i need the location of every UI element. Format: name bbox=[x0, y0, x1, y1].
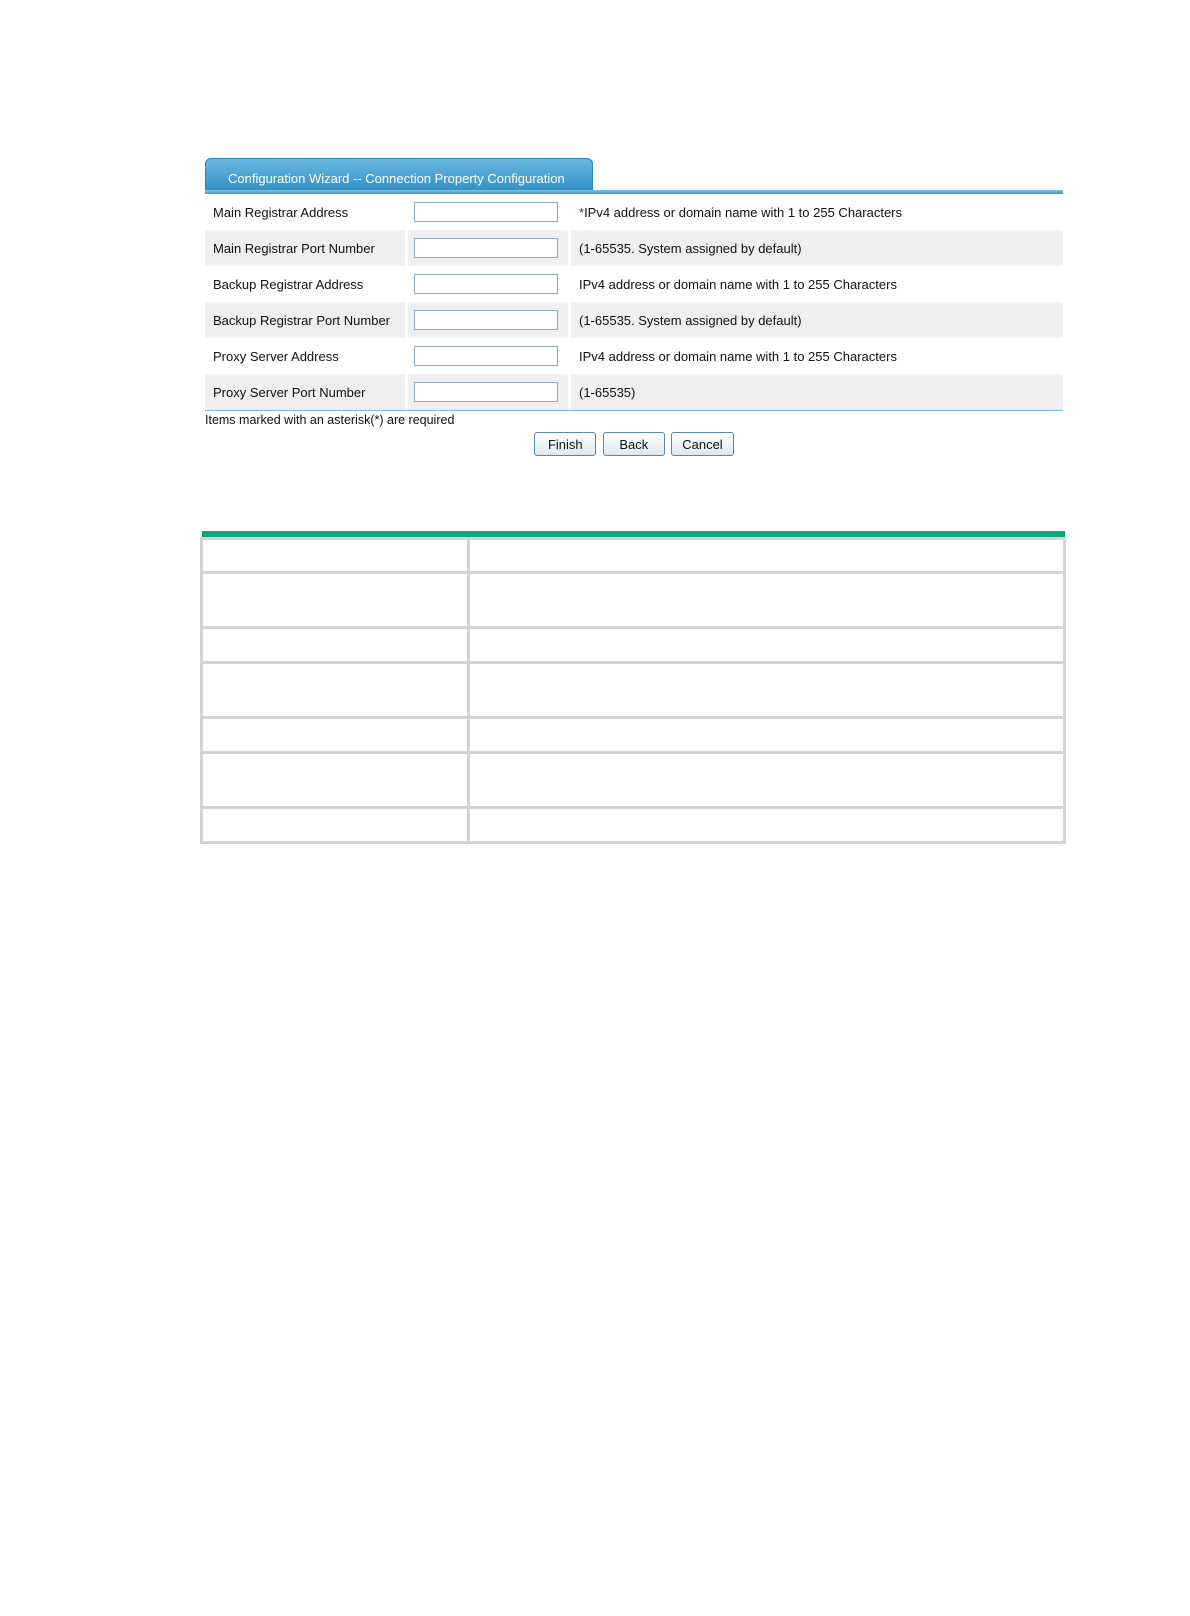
cancel-button[interactable]: Cancel bbox=[671, 432, 733, 456]
wizard-title: Configuration Wizard -- Connection Property Configuration bbox=[228, 171, 565, 186]
field-hint: (1-65535. System assigned by default) bbox=[571, 302, 1063, 338]
connection-property-wizard bbox=[205, 158, 1063, 456]
form-bottom-divider bbox=[205, 410, 1063, 411]
table-row bbox=[202, 539, 1065, 573]
form-row-proxy-server-address bbox=[205, 338, 1063, 374]
wizard-tab-bar bbox=[205, 158, 1063, 194]
required-note: Items marked with an asterisk(*) are required bbox=[205, 413, 455, 427]
backup-registrar-port-input[interactable] bbox=[414, 310, 558, 330]
form-row-backup-registrar-address bbox=[205, 266, 1063, 302]
table-row bbox=[202, 663, 1065, 718]
field-label: Proxy Server Address bbox=[213, 348, 339, 364]
table-row bbox=[202, 628, 1065, 663]
wizard-button-group bbox=[205, 432, 1063, 456]
field-label: Backup Registrar Port Number bbox=[205, 302, 405, 338]
back-button[interactable]: Back bbox=[603, 432, 665, 456]
field-hint: (1-65535. System assigned by default) bbox=[571, 230, 1063, 266]
field-hint: IPv4 address or domain name with 1 to 255 Characters bbox=[579, 276, 897, 292]
tab-underline bbox=[205, 190, 1063, 194]
backup-registrar-address-input[interactable] bbox=[414, 274, 558, 294]
form-row-backup-registrar-port bbox=[205, 302, 1063, 338]
proxy-server-port-input[interactable] bbox=[414, 382, 558, 402]
table-row bbox=[202, 808, 1065, 843]
form-row-proxy-server-port bbox=[205, 374, 1063, 410]
field-hint: IPv4 address or domain name with 1 to 255 Characters bbox=[579, 348, 897, 364]
field-label: Main Registrar Address bbox=[213, 204, 349, 220]
table-header-bar bbox=[202, 531, 1065, 539]
main-registrar-address-input[interactable] bbox=[414, 202, 558, 222]
table-row bbox=[202, 573, 1065, 628]
main-registrar-port-input[interactable] bbox=[414, 238, 558, 258]
proxy-server-address-input[interactable] bbox=[414, 346, 558, 366]
field-hint: IPv4 address or domain name with 1 to 255 Characters bbox=[584, 204, 903, 220]
field-label: Proxy Server Port Number bbox=[205, 374, 405, 410]
form-row-main-registrar-address bbox=[205, 194, 1063, 230]
finish-button[interactable]: Finish bbox=[534, 432, 596, 456]
field-label: Main Registrar Port Number bbox=[205, 230, 405, 266]
field-label: Backup Registrar Address bbox=[213, 276, 364, 292]
description-table bbox=[200, 531, 1066, 844]
wizard-title-tab bbox=[205, 158, 593, 192]
table-row bbox=[202, 753, 1065, 808]
required-marker: * bbox=[579, 204, 585, 220]
field-hint: (1-65535) bbox=[571, 374, 1063, 410]
form-row-main-registrar-port bbox=[205, 230, 1063, 266]
table-row bbox=[202, 718, 1065, 753]
